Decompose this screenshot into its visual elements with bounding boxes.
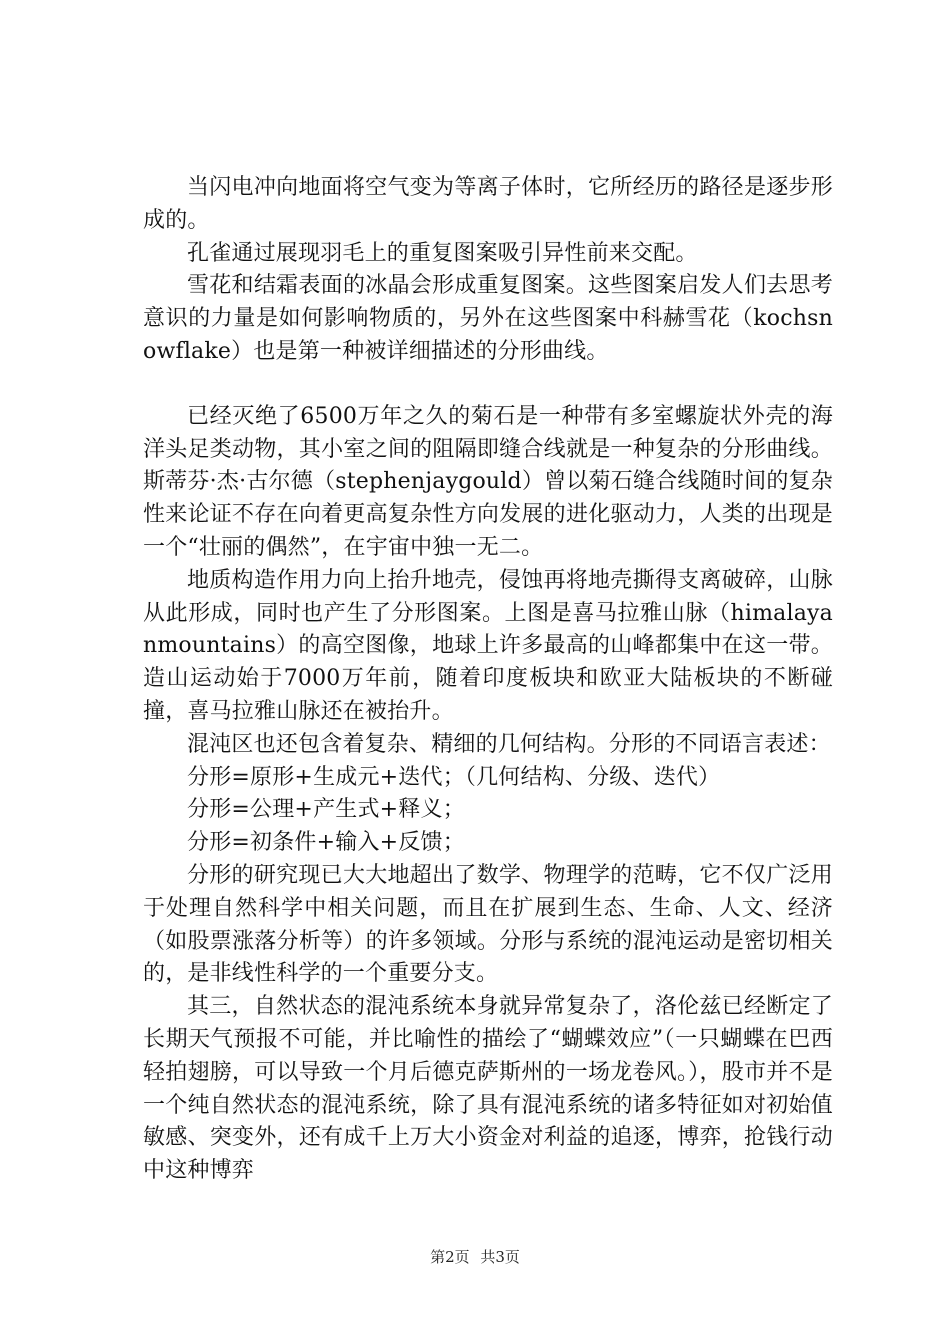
paragraph-lightning: 当闪电冲向地面将空气变为等离子体时，它所经历的路径是逐步形成的。 xyxy=(143,175,833,233)
paragraph-snowflake: 雪花和结霜表面的冰晶会形成重复图案。这些图案启发人们去思考意识的力量是如何影响物质的，另外在这些图案中科赫雪花（kochsnowflake）也是第一种被详细描述的分形曲线。 xyxy=(143,273,833,364)
page-footer xyxy=(0,1246,950,1267)
paragraph-chaos-zone: 混沌区也还包含着复杂、精细的几何结构。分形的不同语言表述： xyxy=(187,731,831,757)
paragraph-fractal-research: 分形的研究现已大大地超出了数学、物理学的范畴，它不仅广泛用于处理自然科学中相关问题，而且在扩展到生态、生命、人文、经济（如股票涨落分析等）的许多领域。分形与系统的混沌运动是密切相关的，是非线性科学的一个重要分支。 xyxy=(143,862,833,987)
paragraph-fractal-def-1: 分形=原形+生成元+迭代；（几何结构、分级、迭代） xyxy=(187,764,721,790)
paragraph-ammonite: 已经灭绝了6500万年之久的菊石是一种带有多室螺旋状外壳的海洋头足类动物，其小室之间的阻隔即缝合线就是一种复杂的分形曲线。斯蒂芬·杰·古尔德（stephenjaygould）曾以菊石缝合线随时间的复杂性来论证不存在向着更高复杂性方向发展的进化驱动力，人类的出现是一个“壮丽的偶然”，在宇宙中独一无二。 xyxy=(143,403,833,560)
paragraph-peacock: 孔雀通过展现羽毛上的重复图案吸引异性前来交配。 xyxy=(187,240,698,266)
paragraph-mountains: 地质构造作用力向上抬升地壳，侵蚀再将地壳撕得支离破碎，山脉从此形成，同时也产生了分形图案。上图是喜马拉雅山脉（himalayanmountains）的高空图像，地球上许多最高的山峰都集中在这一带。造山运动始于7000万年前，随着印度板块和欧亚大陆板块的不断碰撞，喜马拉雅山脉还在被抬升。 xyxy=(143,567,833,724)
paragraph-spacer xyxy=(143,369,833,401)
document-body xyxy=(143,172,833,1188)
paragraph-fractal-def-2: 分形=公理+产生式+释义； xyxy=(187,797,465,823)
page-total: 共3页 xyxy=(480,1248,520,1266)
paragraph-fractal-def-3: 分形=初条件+输入+反馈； xyxy=(187,830,465,856)
paragraph-chaos-system: 其三，自然状态的混沌系统本身就异常复杂了，洛伦兹已经断定了长期天气预报不可能，并比喻性的描绘了“蝴蝶效应”（一只蝴蝶在巴西轻拍翅膀，可以导致一个月后德克萨斯州的一场龙卷风。），股市并不是一个纯自然状态的混沌系统，除了具有混沌系统的诸多特征如对初始值敏感、突变外，还有成千上万大小资金对利益的追逐，博弈，抢钱行动中这种博弈 xyxy=(143,994,833,1184)
page-number: 第2页 xyxy=(430,1248,470,1266)
